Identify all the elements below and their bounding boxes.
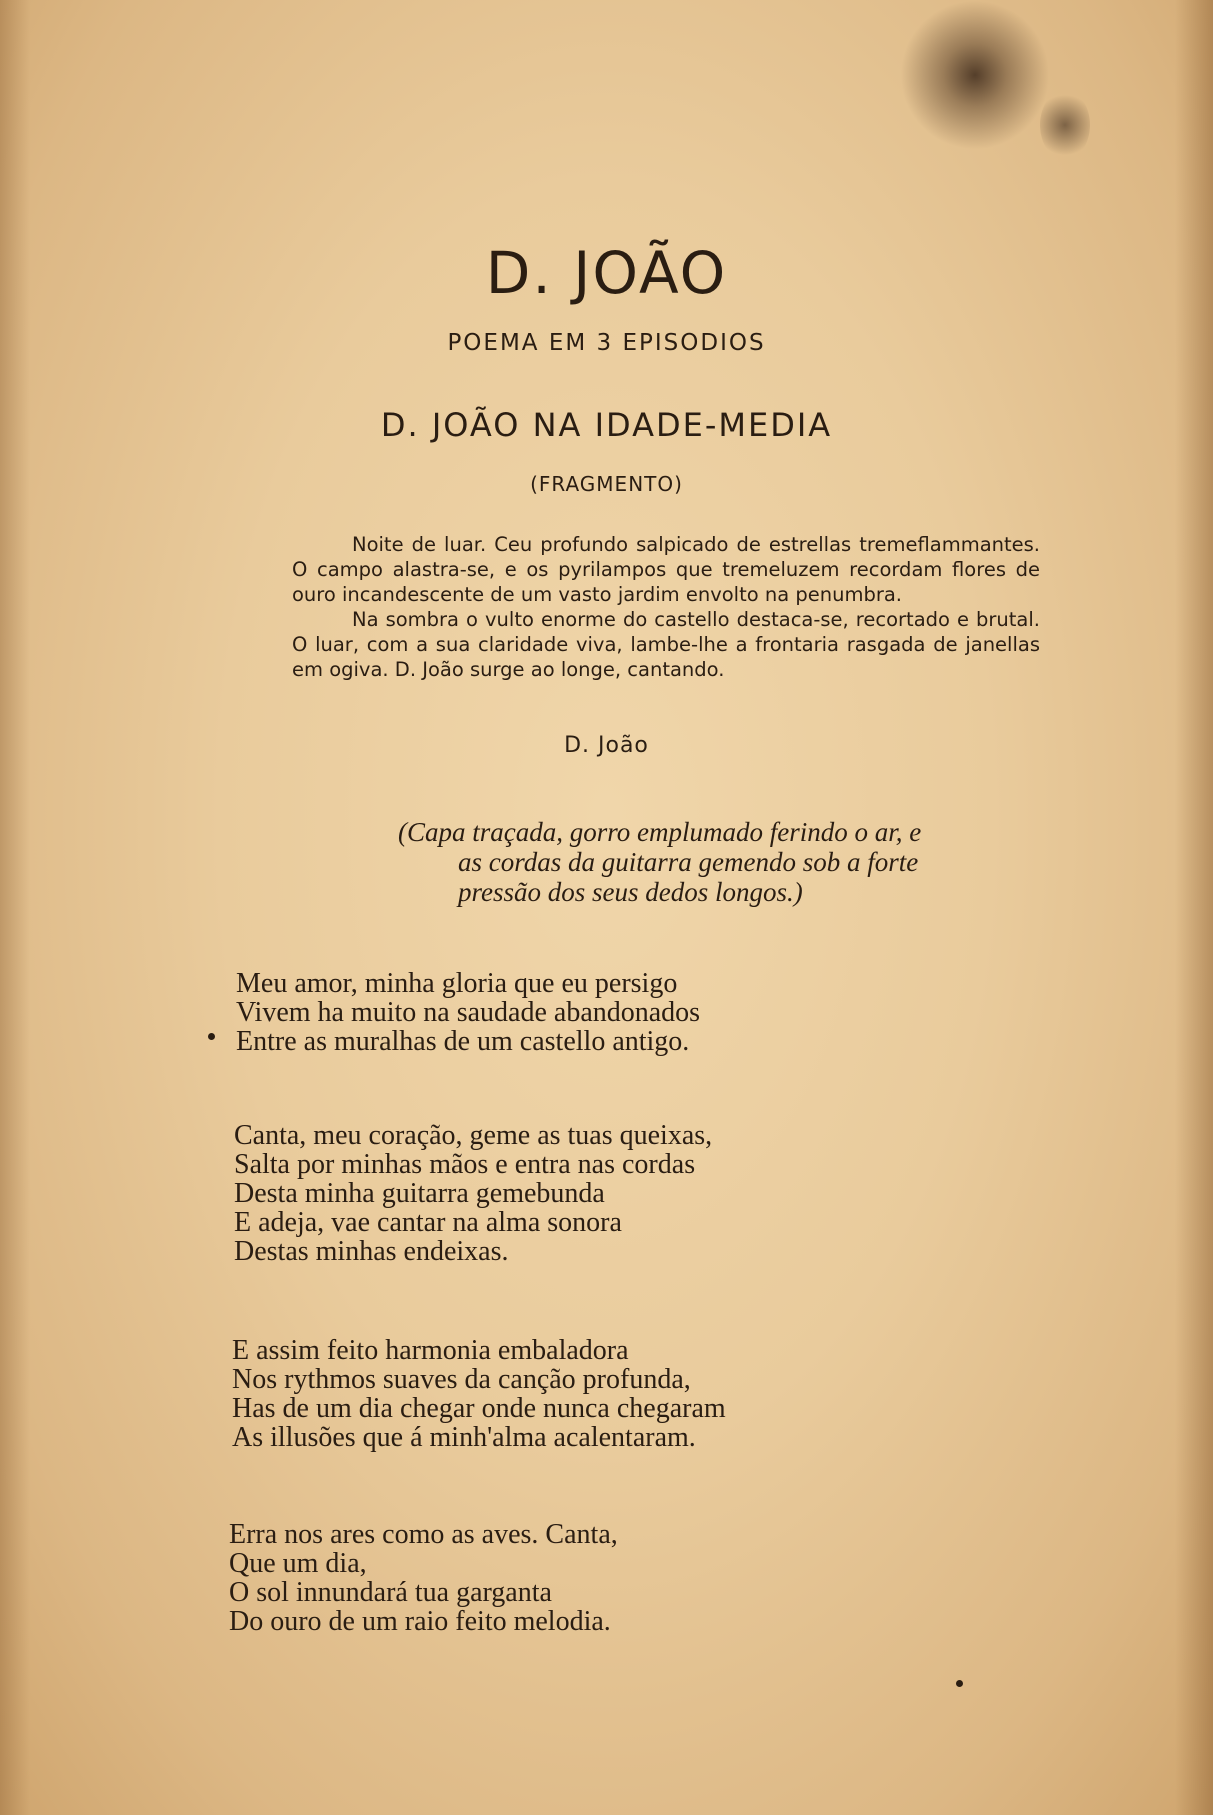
stage-direction-line: (Capa traçada, gorro emplumado ferindo o ar, e	[398, 817, 922, 847]
verse-line: Entre as muralhas de um castello antigo.	[236, 1026, 690, 1057]
stanza	[229, 1520, 618, 1636]
verse-line: Do ouro de um raio feito melodia.	[229, 1606, 611, 1637]
prose-block	[292, 532, 1040, 682]
verse-line: E assim feito harmonia embaladora	[232, 1335, 629, 1366]
verse-line: Salta por minhas mãos e entra nas cordas	[234, 1149, 696, 1180]
verse-line: As illusões que á minh'alma acalentaram.	[232, 1422, 696, 1453]
verse-line: Desta minha guitarra gemebunda	[234, 1178, 605, 1209]
verse-line: Destas minhas endeixas.	[234, 1236, 509, 1267]
verse-line: Erra nos ares como as aves. Canta,	[229, 1519, 618, 1550]
page-subtitle: POEMA EM 3 EPISODIOS	[447, 330, 766, 356]
ink-speck	[208, 1033, 215, 1040]
verse-line: Vivem ha muito na saudade abandonados	[236, 997, 701, 1028]
ink-stain-small	[1040, 90, 1090, 160]
fragment-note: (FRAGMENTO)	[530, 472, 683, 496]
verse-line: Has de um dia chegar onde nunca chegaram	[232, 1393, 726, 1424]
stage-direction-line: pressão dos seus dedos longos.)	[458, 877, 803, 907]
stanza	[236, 969, 700, 1056]
section-title: D. JOÃO NA IDADE-MEDIA	[380, 406, 833, 444]
stanza	[232, 1336, 726, 1452]
stage-direction-line: as cordas da guitarra gemendo sob a forte	[458, 847, 919, 877]
page-title: D. JOÃO	[485, 239, 728, 307]
prose-paragraph: Noite de luar. Ceu profundo salpicado de estrellas tremeflammantes. O campo alastra-se, e os pyrilampos que tremeluzem recordam flores de ouro incandescente de um vasto jardim envolto na penumbra.	[292, 533, 1040, 606]
stanza	[234, 1121, 712, 1266]
verse-line: Nos rythmos suaves da canção profunda,	[232, 1364, 691, 1395]
ink-speck	[956, 1680, 963, 1687]
verse-line: Canta, meu coração, geme as tuas queixas,	[234, 1120, 713, 1151]
verse-line: Que um dia,	[229, 1548, 367, 1579]
verse-line: O sol innundará tua garganta	[229, 1577, 552, 1608]
ink-stain	[900, 0, 1050, 150]
speaker-name: D. João	[564, 733, 649, 758]
prose-paragraph: Na sombra o vulto enorme do castello destaca-se, recortado e brutal. O luar, com a sua claridade viva, lambe-lhe a frontaria rasgada de janellas em ogiva. D. João surge ao longe, cantando.	[292, 608, 1040, 681]
verse-line: E adeja, vae cantar na alma sonora	[234, 1207, 622, 1238]
verse-line: Meu amor, minha gloria que eu persigo	[236, 968, 678, 999]
stage-direction	[398, 817, 1040, 907]
